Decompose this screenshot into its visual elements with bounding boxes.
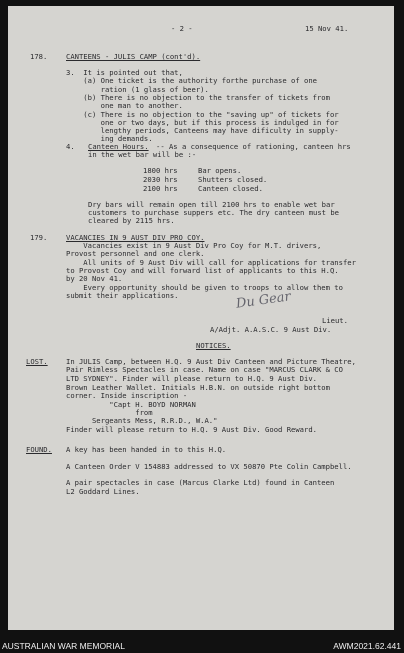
item-178-number: 178. [30, 52, 48, 61]
lost-line: Pair Rimless Spectacles in case. Name on case "MARCUS CLARK & CO [66, 365, 343, 375]
lost-line: LTD SYDNEY". Finder will please return to H.Q. 9 Aust Div. [66, 373, 317, 383]
schedule-time: 2030 hrs [143, 175, 178, 184]
item-178-line: 3. It is pointed out that, [66, 68, 183, 77]
dry-bar-line: customers to purchase suppers etc. The dry canteen must be [88, 208, 339, 217]
schedule-event: Canteen closed. [198, 184, 263, 193]
found-label: FOUND. [26, 445, 52, 454]
handwritten-signature: Du Gear [235, 289, 292, 312]
dry-bar-line: cleared by 2115 hrs. [88, 216, 175, 225]
canteen-hours-line2: in the wet bar will be :- [88, 150, 197, 159]
canteen-hours-number: 4. [66, 142, 75, 151]
lost-line: In JULIS Camp, between H.Q. 9 Aust Div Canteen and Picture Theatre, [66, 357, 356, 366]
item-179-line: by 20 Nov 41. [66, 274, 123, 284]
canteen-hours-label: Canteen Hours. [88, 142, 149, 151]
item-178-line: one man to another. [66, 101, 183, 111]
item-178-line: (c) There is no objection to the "saving up" of tickets for [66, 109, 339, 119]
item-179-number: 179. [30, 233, 48, 242]
item-178-line: lengthy periods, Canteens may have dificulty in supply- [66, 126, 339, 136]
item-179-line: to Provost Coy and will forward list of applicants to this H.Q. [66, 265, 339, 275]
page-number: - 2 - [171, 24, 193, 33]
item-178-line: ration (1 glass of beer). [66, 84, 209, 94]
page-date: 15 Nov 41. [305, 24, 349, 33]
footer-reference: AWM2021.62.441 [333, 641, 401, 651]
item-178-line: (a) One ticket is the authority forthe purchase of one [66, 76, 317, 86]
archive-footer [0, 640, 404, 653]
item-178-line: ing demands. [66, 134, 153, 144]
dry-bar-line: Dry bars will remain open till 2100 hrs to enable wet bar [88, 200, 335, 209]
schedule-time: 1800 hrs [143, 166, 178, 175]
signature-appointment: A/Adjt. A.A.S.C. 9 Aust Div. [210, 325, 332, 334]
wallet-line: corner. Inside inscription - [66, 391, 188, 401]
found-line: L2 Goddard Lines. [66, 486, 140, 496]
lost-label: LOST. [26, 357, 48, 366]
notices-heading: NOTICES. [196, 341, 231, 350]
item-179-line: Provost personnel and one clerk. [66, 249, 205, 259]
item-179-line: All units of 9 Aust Div will call for applications for transfer [66, 257, 356, 267]
schedule-event: Bar opens. [198, 166, 242, 175]
document-page [8, 6, 394, 630]
wallet-line: Sergeants Mess, R.R.D., W.A." [66, 416, 218, 426]
item-179-heading: VACANCIES IN 9 AUST DIV PRO COY. [66, 233, 205, 242]
found-line: A key has been handed in to this H.Q. [66, 445, 227, 454]
found-line: A Canteen Order V 154883 addressed to VX 50870 Pte Colin Campbell. [66, 461, 352, 471]
wallet-line: Brown Leather Wallet. Initials H.B.N. on outside right bottom [66, 383, 330, 392]
canteen-hours-text: -- As a consequence of rationing, canteen hrs [156, 142, 351, 151]
schedule-event: Shutters closed. [198, 175, 268, 184]
schedule-time: 2100 hrs [143, 184, 178, 193]
footer-institution: AUSTRALIAN WAR MEMORIAL [2, 641, 125, 651]
wallet-line: "Capt H. BOYD NORMAN [66, 399, 196, 409]
signature-rank: Lieut. [322, 316, 348, 325]
item-179-line: Every opportunity should be given to troops to allow them to [66, 282, 343, 292]
item-178-line: (b) There is no objection to the transfer of tickets from [66, 92, 330, 102]
wallet-line: Finder will please return to H.Q. 9 Aust Div. Good Reward. [66, 424, 317, 434]
item-178-line: one or two days, but if this process is indulged in for [66, 117, 339, 127]
item-179-line: submit their applications. [66, 290, 179, 300]
wallet-line: from [66, 407, 153, 417]
item-178-heading: CANTEENS - JULIS CAMP (cont'd). [66, 52, 201, 61]
item-179-line: Vacancies exist in 9 Aust Div Pro Coy for M.T. drivers, [66, 241, 322, 250]
found-line: A pair spectacles in case (Marcus Clarke Ltd) found in Canteen [66, 478, 335, 488]
